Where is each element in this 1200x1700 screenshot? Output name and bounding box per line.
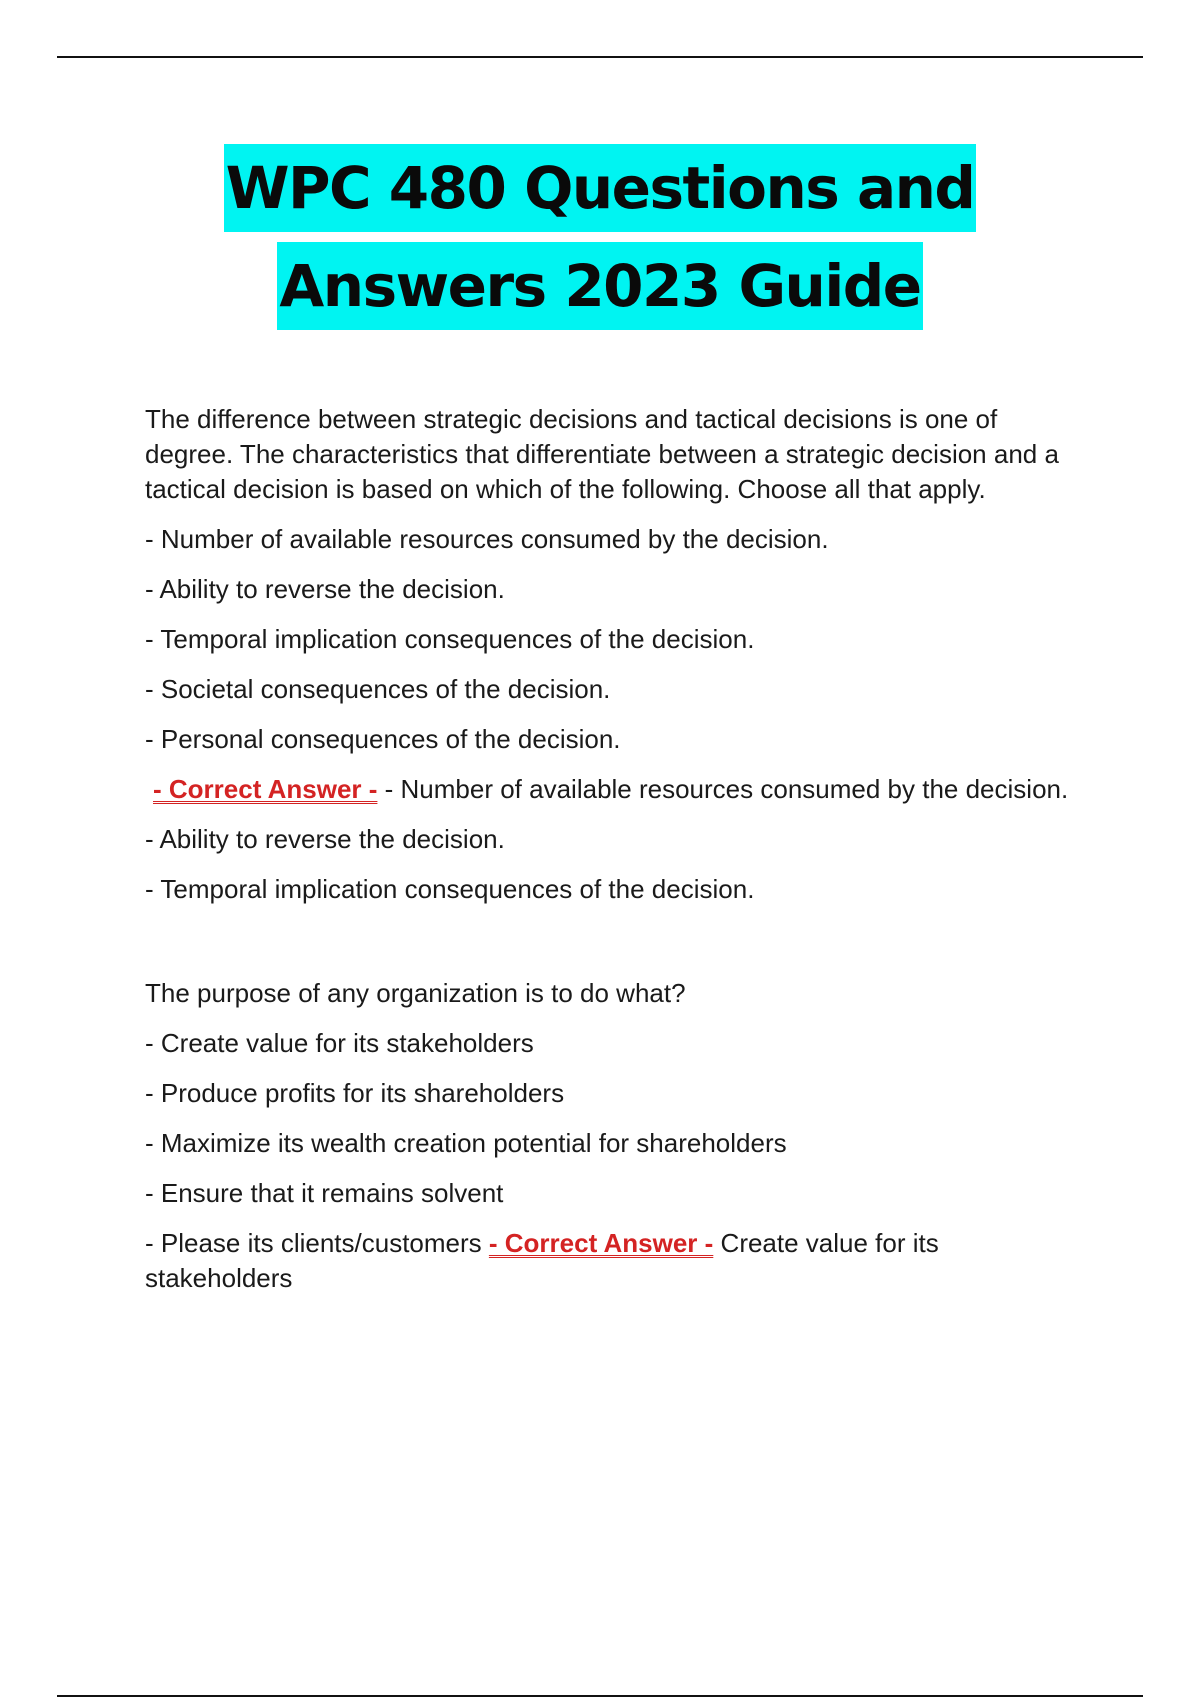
section-spacer xyxy=(145,922,1075,976)
question-1-answer-line-1: - Number of available resources consumed by the decision. xyxy=(377,774,1069,804)
question-2-answer xyxy=(145,1226,1075,1296)
question-1-option-2: - Ability to reverse the decision. xyxy=(145,574,505,604)
document-title xyxy=(0,144,1200,338)
question-1-prompt: The difference between strategic decisions and tactical decisions is one of degree. The characteristics that differentiate between a strategic decision and a tactical decision is based on which of the following. Choose all that apply. xyxy=(145,404,1059,504)
question-2-option-5: - Please its clients/customers xyxy=(145,1228,489,1258)
question-2 xyxy=(145,976,1075,1296)
bottom-rule xyxy=(57,1695,1143,1697)
question-1-answer-line-3: - Temporal implication consequences of the decision. xyxy=(145,874,755,904)
title-line-1: WPC 480 Questions and xyxy=(224,144,977,232)
question-2-option-2: - Produce profits for its shareholders xyxy=(145,1078,565,1108)
question-2-option-1: - Create value for its stakeholders xyxy=(145,1028,534,1058)
question-1-option-5: - Personal consequences of the decision. xyxy=(145,724,621,754)
top-rule xyxy=(57,56,1143,58)
question-1 xyxy=(145,402,1075,907)
document-body xyxy=(145,402,1075,1311)
question-1-correct-answer-label: - Correct Answer - xyxy=(153,774,378,804)
question-2-correct-answer-label: - Correct Answer - xyxy=(488,1228,714,1258)
question-1-option-4: - Societal consequences of the decision. xyxy=(145,674,611,704)
question-2-prompt: The purpose of any organization is to do what? xyxy=(145,978,686,1008)
title-row-2 xyxy=(0,242,1200,338)
title-line-2: Answers 2023 Guide xyxy=(277,242,922,330)
question-1-answer xyxy=(145,772,1075,807)
question-1-option-3: - Temporal implication consequences of the decision. xyxy=(145,624,755,654)
question-2-option-4: - Ensure that it remains solvent xyxy=(145,1178,504,1208)
question-2-option-3: - Maximize its wealth creation potential for shareholders xyxy=(145,1128,787,1158)
title-row-1 xyxy=(0,144,1200,242)
question-2-answer-text: Create value for its stakeholders xyxy=(145,1228,939,1293)
question-1-option-1: - Number of available resources consumed by the decision. xyxy=(145,524,829,554)
question-1-answer-line-2: - Ability to reverse the decision. xyxy=(145,824,505,854)
